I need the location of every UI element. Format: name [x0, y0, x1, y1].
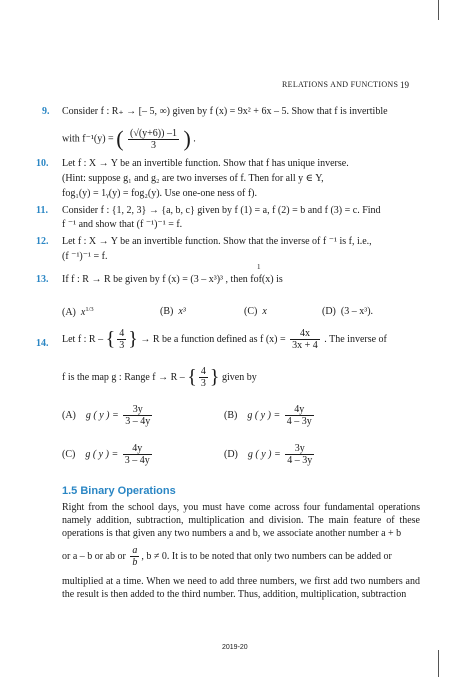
- option-label: (B): [224, 409, 238, 421]
- a-over-b-fraction: [130, 545, 139, 568]
- question-14-line2: f is the map g : Range f → R – { $\frac{4}{3}$ } given by: [62, 366, 257, 389]
- question-14-line1: Let f : R – { $\frac{4}{3}$ } → R be a function defined as f (x) = $\frac{4x}{3x + 4}$ . The inverse of: [62, 328, 387, 351]
- question-13-option-a: [62, 306, 94, 318]
- question-9-formula: with f⁻¹(y) = ( $\frac{(√(y+6)) -1}{3}$ ) .: [62, 126, 196, 151]
- question-9-fraction: [128, 128, 179, 151]
- question-9-numerator: (√(y+6)) –1: [130, 127, 177, 139]
- denominator: 3 – 4y: [124, 455, 150, 466]
- question-13-option-d: [322, 306, 373, 317]
- denominator: 3: [200, 378, 206, 389]
- question-13-line1: If f : R → R be given by f (x) = (3 – x³)³ , then fof(x) is: [62, 274, 283, 285]
- numerator: 4y: [285, 404, 314, 416]
- question-14-line2-prefix: f is the map g : Range f → R –: [62, 371, 185, 383]
- option-text: x: [80, 307, 86, 318]
- question-14-option-d: [224, 443, 316, 466]
- question-9-line1: Consider f : R₊ → [– 5, ∞) given by f (x) = 9x² + 6x – 5. Show that f is invertible: [62, 106, 388, 117]
- option-label: (C): [62, 448, 76, 460]
- denominator: 3x + 4: [292, 340, 318, 351]
- option-label: (D): [224, 448, 238, 460]
- question-13-option-b: [160, 306, 186, 317]
- question-14-number: 14.: [36, 338, 49, 349]
- question-10-line1: Let f : X → Y be an invertible function. Show that f has unique inverse.: [62, 158, 349, 169]
- denominator: b: [132, 557, 138, 568]
- option-label: (A): [62, 409, 76, 421]
- margin-rule-top: [438, 0, 439, 20]
- option-label: (A): [62, 307, 76, 318]
- question-14-mid: → R be a function defined as f (x) =: [140, 333, 286, 345]
- question-13-exponent-top: 1: [257, 263, 261, 271]
- option-lhs: g ( y ) =: [247, 448, 281, 460]
- numerator: 4x: [290, 328, 320, 340]
- option-text: x³: [178, 306, 186, 317]
- section-paragraph-1: Right from the school days, you must have come across four fundamental operations namely addition, subtraction, multiplication and division. The main feature of these operations is that given any two numbers a and b, we associate another number a + b: [62, 502, 420, 539]
- question-11-line1: Consider f : {1, 2, 3} → {a, b, c} given by f (1) = a, f (2) = b and f (3) = c. Find: [62, 205, 381, 216]
- option-label: (B): [160, 306, 174, 317]
- question-9-with-prefix: with f⁻¹(y) =: [62, 133, 114, 145]
- margin-rule-bottom: [438, 650, 439, 677]
- option-fraction: [123, 443, 152, 466]
- question-13-number: 13.: [36, 274, 49, 285]
- footer-year: 2019-20: [222, 644, 248, 651]
- question-9-period: .: [193, 133, 196, 145]
- option-fraction: [285, 443, 314, 466]
- denominator: 4 – 3y: [286, 416, 312, 427]
- question-14-line2-brace-fraction: [199, 366, 208, 389]
- option-exponent: 1/3: [85, 306, 94, 313]
- question-11-line2: f ⁻¹ and show that (f ⁻¹)⁻¹ = f.: [62, 219, 183, 230]
- question-14-line2-suffix: given by: [221, 371, 257, 383]
- question-14-suffix: . The inverse of: [324, 333, 387, 345]
- numerator: a: [132, 545, 138, 556]
- question-14-fx-fraction: [290, 328, 320, 351]
- option-text: x: [262, 306, 267, 317]
- numerator: 4: [200, 366, 206, 377]
- numerator: 3y: [123, 404, 152, 416]
- question-13-option-c: [244, 306, 267, 317]
- question-12-line2: (f ⁻¹)⁻¹ = f.: [62, 251, 108, 262]
- option-lhs: g ( y ) =: [85, 409, 119, 421]
- running-head: RELATIONS AND FUNCTIONS: [282, 80, 399, 89]
- denominator: 3 – 4y: [125, 416, 151, 427]
- section-paragraph-2: [62, 545, 392, 568]
- option-text: (3 – x³).: [340, 306, 374, 317]
- numerator: 3y: [285, 443, 314, 455]
- question-14-brace-fraction: [117, 328, 126, 351]
- option-label: (C): [244, 306, 258, 317]
- question-12-number: 12.: [36, 236, 49, 247]
- paragraph-2-suffix: , b ≠ 0. It is to be noted that only two numbers can be added or: [141, 550, 392, 562]
- section-paragraph-3: multiplied at a time. When we need to add three numbers, we first add two numbers and the result is then added to the third number. Thus, addition, multiplication, subtraction: [62, 576, 420, 600]
- numerator: 4y: [123, 443, 152, 455]
- question-12-line1: Let f : X → Y be an invertible function. Show that the inverse of f ⁻¹ is f, i.e.,: [62, 236, 372, 247]
- question-9-denominator: 3: [150, 139, 156, 151]
- question-14-option-a: [62, 404, 154, 427]
- numerator: 4: [119, 328, 125, 339]
- paragraph-2-prefix: or a – b or ab or: [62, 550, 126, 562]
- option-label: (D): [322, 306, 336, 317]
- page-number: 19: [400, 80, 409, 90]
- option-lhs: g ( y ) =: [247, 409, 281, 421]
- option-lhs: g ( y ) =: [85, 448, 119, 460]
- section-title: 1.5 Binary Operations: [62, 485, 176, 497]
- question-11-number: 11.: [36, 205, 48, 216]
- question-10-number: 10.: [36, 158, 49, 169]
- denominator: 3: [119, 340, 125, 351]
- option-fraction: [285, 404, 314, 427]
- question-14-option-c: [62, 443, 154, 466]
- question-14-option-b: [224, 404, 316, 427]
- question-9-number: 9.: [42, 106, 50, 117]
- question-10-line3: fog₁(y) = 1ᵧ(y) = fog₂(y). Use one-one ness of f).: [62, 188, 258, 199]
- denominator: 4 – 3y: [287, 455, 313, 466]
- option-fraction: [123, 404, 152, 427]
- question-10-line2: (Hint: suppose g₁ and g₂ are two inverses of f. Then for all y ∈ Y,: [62, 173, 324, 184]
- question-14-prefix: Let f : R –: [62, 333, 104, 345]
